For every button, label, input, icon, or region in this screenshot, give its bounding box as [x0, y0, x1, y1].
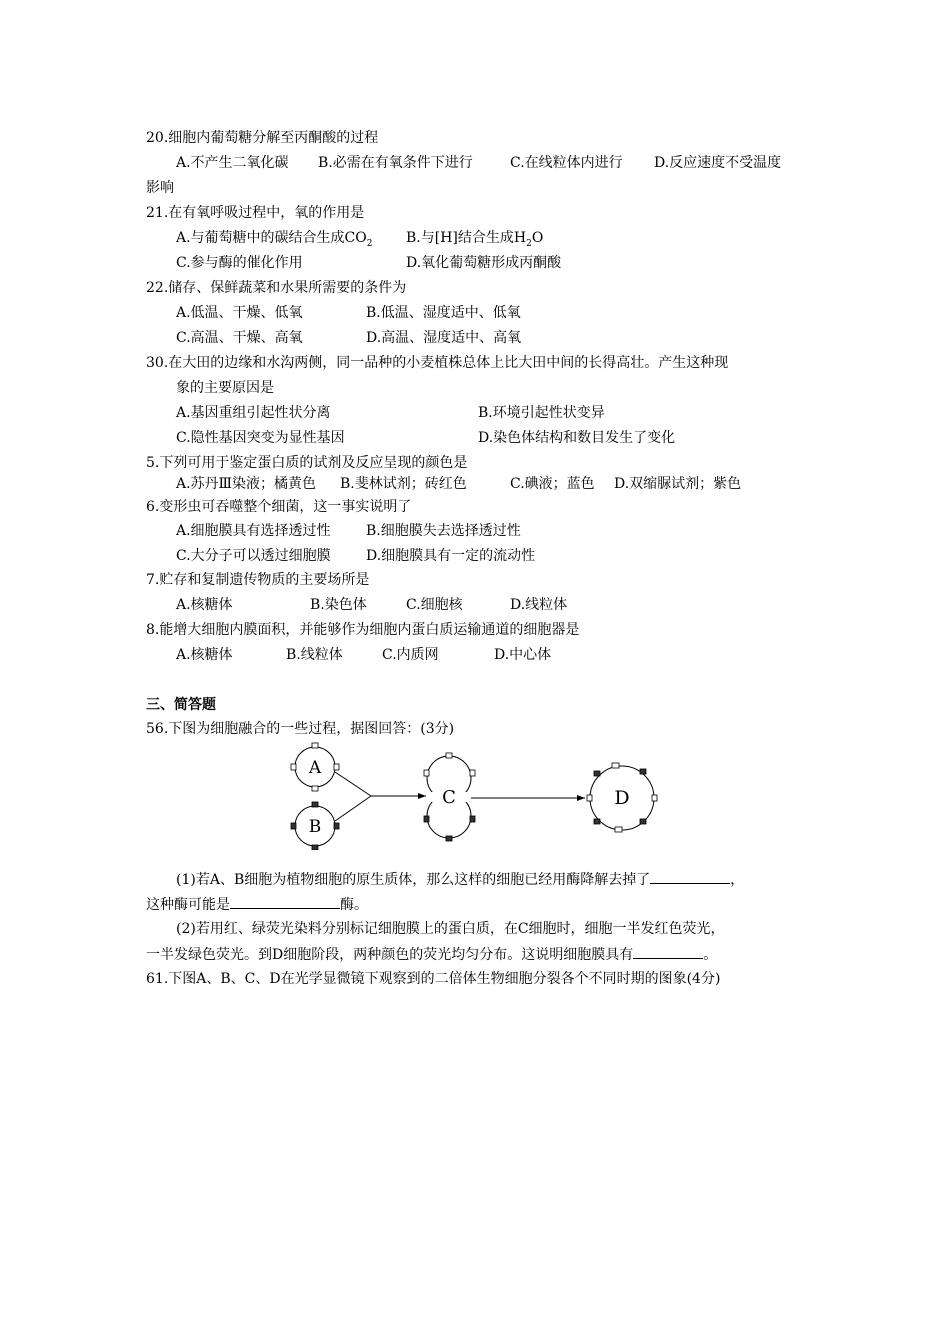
q7-option-a: A.核糖体 [176, 597, 233, 613]
q21-option-a [176, 228, 372, 254]
q7-stem: 7.贮存和复制遗传物质的主要场所是 [146, 572, 370, 588]
q22-stem: 22.储存、保鲜蔬菜和水果所需要的条件为 [146, 280, 407, 296]
q56-part2-line2 [146, 944, 717, 965]
cell-c-label: C [442, 787, 456, 808]
q30-stem-line2: 象的主要原因是 [176, 380, 274, 396]
q30-option-b: B.环境引起性状变异 [478, 405, 605, 421]
q22-option-c: C.高温、干燥、高氧 [176, 330, 303, 346]
cell-b [291, 802, 339, 850]
fusion-line-b [335, 796, 371, 821]
q56-part2-line2-text: 一半发绿色荧光。到D细胞阶段，两种颜色的荧光均匀分布。这说明细胞膜具有 [146, 947, 634, 963]
q8-option-a: A.核糖体 [176, 647, 233, 663]
membrane-protein-marker [446, 836, 452, 841]
q5-option-a: A.苏丹Ⅲ染液；橘黄色 [176, 476, 317, 492]
q20-option-d-wrap: 影响 [146, 180, 174, 196]
membrane-protein-marker [312, 845, 318, 850]
q5-stem: 5.下列可用于鉴定蛋白质的试剂及反应呈现的颜色是 [146, 455, 468, 471]
q6-option-b: B.细胞膜失去选择透过性 [366, 523, 521, 539]
q21-option-a-sub: 2 [366, 238, 373, 249]
q21-option-c: C.参与酶的催化作用 [176, 255, 303, 271]
cell-c [424, 753, 475, 841]
membrane-protein-marker [424, 816, 429, 822]
q8-stem: 8.能增大细胞内膜面积，并能够作为细胞内蛋白质运输通道的细胞器是 [146, 622, 580, 638]
membrane-protein-marker [640, 769, 646, 774]
q7-option-c: C.细胞核 [406, 597, 463, 613]
cell-d-label: D [614, 787, 630, 809]
answer-blank-3[interactable] [633, 944, 703, 959]
q8-option-b: B.线粒体 [286, 647, 343, 663]
q22-option-a: A.低温、干燥、低氧 [176, 305, 303, 321]
membrane-protein-marker [587, 795, 592, 801]
q30-option-c: C.隐性基因突变为显性基因 [176, 430, 345, 446]
fusion-line-a [335, 772, 371, 796]
q21-option-b-post: O [531, 230, 544, 246]
q5-option-b: B.斐林试剂；砖红色 [340, 476, 467, 492]
q22-option-b: B.低温、湿度适中、低氧 [366, 305, 521, 321]
q56-part1-line2-text: 这种酶可能是 [146, 897, 230, 913]
answer-blank-2[interactable] [230, 894, 340, 909]
q20-option-d: D.反应速度不受温度 [654, 155, 782, 171]
q20-option-c: C.在线粒体内进行 [510, 155, 623, 171]
membrane-protein-marker [470, 816, 475, 822]
q56-part1-punct: ， [730, 872, 745, 888]
q21-option-a-text: A.与葡萄糖中的碳结合生成CO [176, 230, 367, 246]
q56-part1-line2 [146, 894, 368, 915]
q56-part2-line2-post: 。 [703, 947, 718, 963]
q30-option-d: D.染色体结构和数目发生了变化 [478, 430, 676, 446]
q5-option-d: D.双缩脲试剂；紫色 [614, 476, 742, 492]
q21-option-b [406, 228, 543, 254]
q61-stem: 61.下图A、B、C、D在光学显微镜下观察到的二倍体生物细胞分裂各个不同时期的图象(4分) [146, 971, 721, 987]
membrane-protein-marker [312, 786, 318, 791]
membrane-protein-marker [612, 763, 619, 768]
q20-stem: 20.细胞内葡萄糖分解至丙酮酸的过程 [146, 130, 379, 146]
membrane-protein-marker [640, 819, 646, 824]
membrane-protein-marker [291, 764, 296, 770]
q22-option-d: D.高温、湿度适中、高氧 [366, 330, 522, 346]
cell-a [291, 743, 339, 791]
q6-option-c: C.大分子可以透过细胞膜 [176, 548, 331, 564]
membrane-protein-marker [446, 753, 452, 758]
cell-d [587, 763, 657, 832]
cell-b-label: B [308, 817, 322, 837]
q6-stem: 6.变形虫可吞噬整个细菌，这一事实说明了 [146, 499, 412, 515]
membrane-protein-marker [424, 770, 429, 776]
membrane-protein-marker [652, 795, 657, 801]
membrane-protein-marker [334, 823, 339, 829]
membrane-protein-marker [334, 764, 339, 770]
section-title: 三、简答题 [146, 697, 216, 713]
q20-option-b: B.必需在有氧条件下进行 [318, 155, 473, 171]
membrane-protein-marker [312, 802, 318, 807]
membrane-protein-marker [594, 771, 600, 776]
q21-option-d: D.氧化葡萄糖形成丙酮酸 [406, 255, 562, 271]
q8-option-c: C.内质网 [382, 647, 439, 663]
q5-option-c: C.碘液；蓝色 [510, 476, 595, 492]
membrane-protein-marker [312, 743, 318, 748]
q7-option-d: D.线粒体 [510, 597, 568, 613]
q21-option-b-sub: 2 [526, 238, 532, 249]
q56-part2-line1: (2)若用红、绿荧光染料分别标记细胞膜上的蛋白质，在C细胞时，细胞一半发红色荧光， [176, 921, 725, 937]
q30-option-a: A.基因重组引起性状分离 [176, 405, 331, 421]
membrane-protein-marker [615, 827, 622, 832]
q6-option-d: D.细胞膜具有一定的流动性 [366, 548, 536, 564]
cell-a-label: A [308, 758, 322, 778]
q21-stem: 21.在有氧呼吸过程中，氧的作用是 [146, 205, 365, 221]
membrane-protein-marker [470, 770, 475, 776]
q56-part1-text: (1)若A、B细胞为植物细胞的原生质体，那么这样的细胞已经用酶降解去掉了 [176, 872, 651, 888]
q21-option-b-text: B.与[H]结合生成H [406, 230, 527, 246]
q56-part1-line1 [176, 869, 744, 890]
q30-stem: 30.在大田的边缘和水沟两侧，同一品种的小麦植株总体上比大田中间的长得高壮。产生这种现 [146, 355, 729, 371]
q20-option-a: A.不产生二氧化碳 [176, 155, 289, 171]
q7-option-b: B.染色体 [310, 597, 367, 613]
q8-option-d: D.中心体 [494, 647, 552, 663]
q6-option-a: A.细胞膜具有选择透过性 [176, 523, 331, 539]
q56-stem: 56.下图为细胞融合的一些过程，据图回答：(3分) [146, 721, 455, 737]
answer-blank-1[interactable] [650, 869, 730, 884]
cell-fusion-diagram [285, 740, 665, 850]
membrane-protein-marker [594, 819, 600, 824]
q56-part1-line2-post: 酶。 [340, 897, 368, 913]
membrane-protein-marker [291, 823, 296, 829]
